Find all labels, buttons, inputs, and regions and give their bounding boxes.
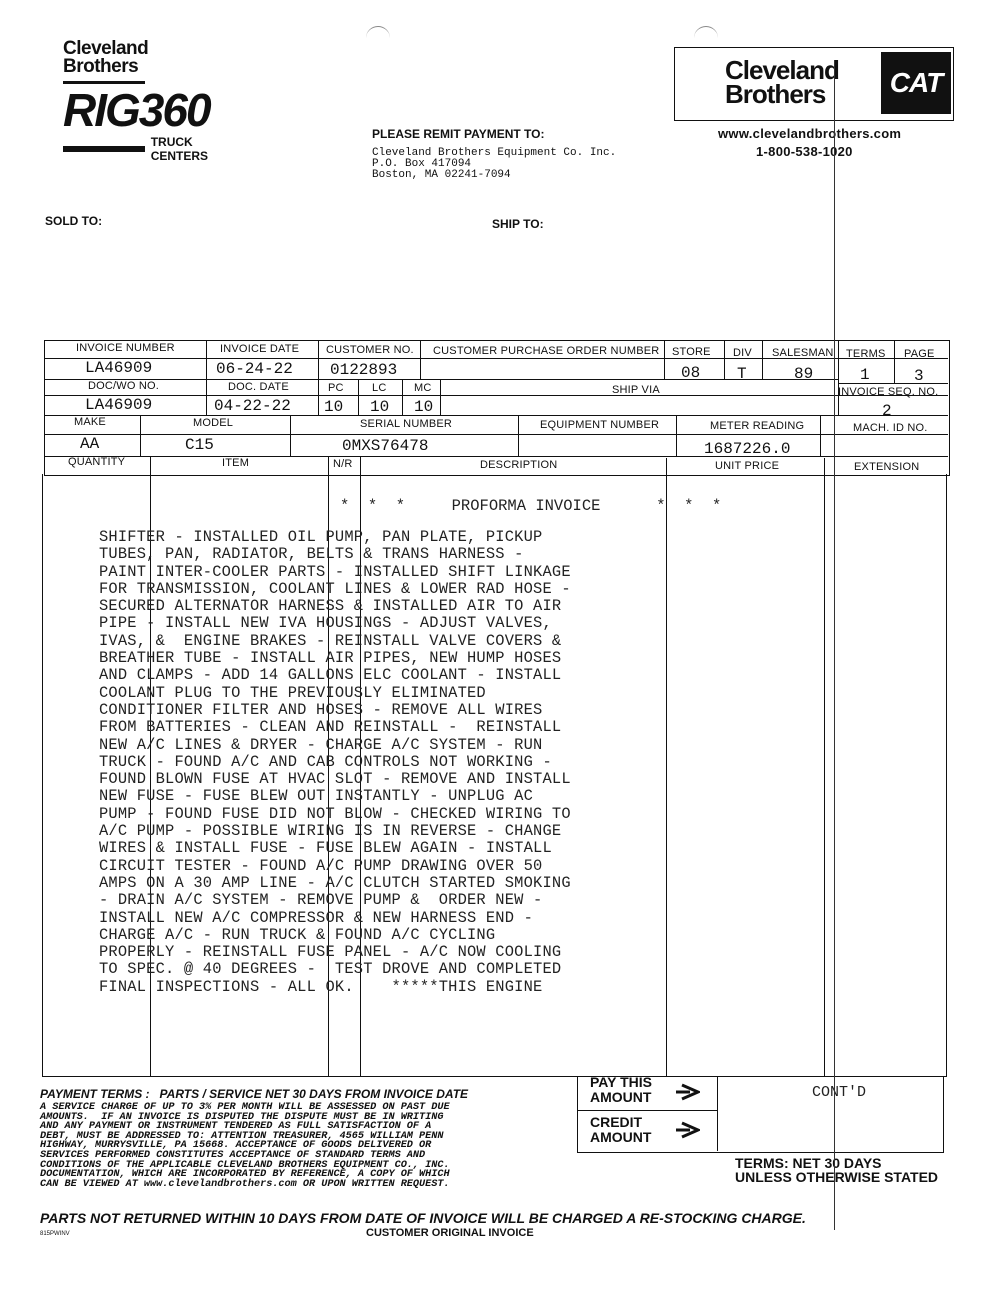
credit-amount-label: [590, 1115, 651, 1145]
description-line: NEW FUSE - FUSE BLEW OUT INSTANTLY - UNPLUG AC: [99, 787, 534, 806]
value-terms: 1: [860, 366, 870, 384]
website: www.clevelandbrothers.com: [718, 126, 902, 141]
label-nr: N/R: [333, 458, 353, 470]
description-line: BREATHER TUBE - INSTALL AIR PIPES, NEW HUMP HOSES: [99, 649, 562, 668]
work-description: [99, 529, 571, 996]
contd-value: CONT'D: [812, 1084, 867, 1101]
description-line: A/C PUMP - POSSIBLE WIRING IS IN REVERSE - CHANGE: [99, 822, 562, 841]
description-line: - DRAIN A/C SYSTEM - REMOVE PUMP & ORDER NEW -: [99, 891, 543, 910]
arrow-right-icon: [676, 1121, 700, 1139]
label-terms: TERMS: [846, 348, 886, 360]
grid-line: [44, 434, 948, 435]
description-line: IVAS, & ENGINE BRAKES - REINSTALL VALVE COVERS &: [99, 631, 562, 650]
grid-line: [140, 415, 141, 456]
description-line: CHARGE A/C - RUN TRUCK & FOUND A/C CYCLING: [99, 925, 496, 944]
fine-print-line: AMOUNTS. IF AN INVOICE IS DISPUTED THE DISPUTE MUST BE IN WRITING: [40, 1111, 444, 1123]
grid-line: [44, 415, 948, 416]
grid-line: [44, 456, 948, 457]
grid-line: [318, 340, 319, 379]
description-line: SECURED ALTERNATOR HARNESS & INSTALLED AIR TO AIR: [99, 597, 562, 616]
value-invoice-seq-no: 2: [882, 402, 892, 420]
description-line: PROPERLY - REINSTALL FUSE PANEL - A/C NOW COOLING: [99, 943, 562, 962]
column-divider: [666, 458, 667, 1076]
grid-line: [290, 415, 291, 456]
fine-print: [40, 1103, 450, 1189]
pay-this-amount-line2: AMOUNT: [590, 1089, 652, 1105]
label-salesman: SALESMAN: [772, 347, 834, 359]
label-page: PAGE: [904, 348, 935, 360]
arrow-right-icon: [676, 1083, 700, 1101]
label-lc: LC: [372, 382, 387, 394]
value-meter-reading: 1687226.0: [704, 440, 791, 458]
label-invoice-number: INVOICE NUMBER: [76, 342, 175, 354]
label-extension: EXTENSION: [854, 461, 920, 473]
description-line: FOR TRANSMISSION, COOLANT LINES & LOWER RAD HOSE -: [99, 579, 571, 598]
description-line: FROM BATTERIES - CLEAN AND REINSTALL - REINSTALL: [99, 718, 562, 737]
copy-label: CUSTOMER ORIGINAL INVOICE: [366, 1227, 534, 1239]
credit-amount-line2: AMOUNT: [590, 1129, 652, 1145]
description-line: WIRES & INSTALL FUSE - FUSE BLEW AGAIN - INSTALL: [99, 839, 552, 858]
cat-logo-text: CAT: [889, 67, 943, 98]
grid-line: [820, 415, 821, 456]
label-mach-id-no: MACH. ID NO.: [853, 422, 928, 434]
terms-line2: UNLESS OTHERWISE STATED: [735, 1169, 939, 1185]
grid-line: [724, 340, 725, 379]
label-pc: PC: [328, 382, 344, 394]
fine-print-line: CAN BE VIEWED AT www.clevelandbrothers.com OR UPON WRITTEN REQUEST.: [40, 1178, 450, 1190]
label-equipment-number: EQUIPMENT NUMBER: [540, 419, 660, 431]
label-serial-number: SERIAL NUMBER: [360, 418, 453, 430]
label-invoice-date: INVOICE DATE: [220, 343, 300, 355]
description-line: CONDITIONER FILTER AND HOSES - REMOVE ALL WIRES: [99, 700, 543, 719]
description-line: FINAL INSPECTIONS - ALL OK. *****THIS ENGINE: [99, 977, 543, 996]
rig-logo-sub: TRUCK CENTERS: [150, 135, 209, 163]
rig-brand-line1: Cleveland: [63, 38, 149, 59]
grid-line: [318, 379, 319, 415]
remit-line3: Boston, MA 02241-7094: [372, 169, 511, 181]
description-line: CIRCUIT TESTER - FOUND A/C PUMP DRAWING OVER 50: [99, 856, 543, 875]
cleveland-cat-logo: [674, 47, 954, 121]
value-doc-wo-no: LA46909: [85, 396, 153, 414]
value-store: 08: [681, 364, 701, 382]
description-line: NEW A/C LINES & DRYER - CHARGE A/C SYSTEM - RUN: [99, 735, 543, 754]
label-div: DIV: [733, 347, 752, 359]
value-invoice-date: 06-24-22: [216, 360, 293, 378]
remit-address: [372, 148, 616, 181]
label-store: STORE: [672, 346, 711, 358]
column-divider: [824, 458, 825, 1076]
remit-title: PLEASE REMIT PAYMENT TO:: [372, 127, 545, 141]
cb-line2: Brothers: [725, 79, 826, 109]
description-line: INSTALL NEW A/C COMPRESSOR & NEW HARNESS END -: [99, 908, 534, 927]
label-meter-reading: METER READING: [710, 420, 805, 432]
label-doc-wo-no: DOC/WO NO.: [88, 380, 160, 392]
value-lc: 10: [370, 398, 390, 416]
grid-line: [440, 379, 441, 415]
grid-line: [402, 379, 403, 415]
description-line: PIPE - INSTALL NEW IVA HOUSINGS - ADJUST VALVES,: [99, 614, 552, 633]
phone: 1-800-538-1020: [756, 144, 853, 159]
cat-logo: [881, 52, 951, 114]
description-line: SHIFTER - INSTALLED OIL PUMP, PAN PLATE, PICKUP: [99, 528, 543, 546]
payment-terms: PAYMENT TERMS : PARTS / SERVICE NET 30 DAYS FROM INVOICE DATE: [40, 1087, 469, 1101]
grid-line: [838, 340, 839, 415]
box-divider: [577, 1110, 717, 1111]
grid-line: [44, 379, 838, 380]
value-invoice-number: LA46909: [85, 359, 153, 377]
box-divider: [717, 1076, 718, 1151]
grid-line: [894, 340, 895, 383]
fine-print-line: SERVICES PERFORMED CONSTITUTES ACCEPTANCE OF STANDARD TERMS AND: [40, 1149, 426, 1161]
label-description: DESCRIPTION: [480, 459, 558, 471]
value-customer-no: 0122893: [330, 361, 398, 379]
label-ship-via: SHIP VIA: [612, 384, 660, 396]
grid-line: [44, 395, 948, 396]
label-model: MODEL: [193, 417, 234, 429]
rig-logo-text: RIG360: [63, 84, 210, 136]
terms-note: [735, 1156, 938, 1184]
logo-bar: [63, 146, 145, 152]
fine-print-line: A SERVICE CHARGE OF UP TO 3% PER MONTH WILL BE ASSESSED ON PAST DUE: [40, 1102, 450, 1113]
fine-print-line: AND ANY PAYMENT OR INSTRUMENT TENDERED AS FULL SATISFACTION OF A: [40, 1121, 432, 1133]
fine-print-line: HIGHWAY, MURRYSVILLE, PA 15668. ACCEPTANCE OF GOODS DELIVERED OR: [40, 1140, 432, 1152]
fine-print-line: CONDITIONS OF THE APPLICABLE CLEVELAND BROTHERS EQUIPMENT CO., INC.: [40, 1159, 450, 1171]
form-code: 815PWINV: [40, 1231, 70, 1237]
label-quantity: QUANTITY: [68, 456, 126, 468]
grid-line: [762, 340, 763, 379]
description-line: PUMP - FOUND FUSE DID NOT BLOW - CHECKED WIRING TO: [99, 804, 571, 823]
value-div: T: [737, 365, 747, 383]
label-unit-price: UNIT PRICE: [715, 460, 780, 472]
grid-line: [206, 340, 207, 415]
description-line: FOUND BLOWN FUSE AT HVAC SLOT - REMOVE AND INSTALL: [99, 770, 571, 789]
cb-line1: Cleveland: [725, 55, 839, 85]
grid-line: [676, 415, 677, 456]
description-line: COOLANT PLUG TO THE PREVIOUSLY ELIMINATED: [99, 683, 486, 702]
value-page: 3: [914, 367, 924, 385]
description-line: AMPS ON A 30 AMP LINE - A/C CLUTCH STARTED SMOKING: [99, 873, 571, 892]
value-doc-date: 04-22-22: [214, 397, 291, 415]
grid-line: [664, 340, 665, 379]
grid-line: [358, 379, 359, 415]
label-invoice-seq-no: INVOICE SEQ. NO.: [838, 386, 939, 398]
credit-amount-line1: CREDIT: [590, 1114, 643, 1130]
sold-to-label: SOLD TO:: [45, 214, 103, 228]
ship-to-label: SHIP TO:: [492, 217, 544, 231]
grid-line: [838, 383, 948, 384]
value-salesman: 89: [794, 365, 814, 383]
label-doc-date: DOC. DATE: [228, 381, 289, 393]
pay-this-amount-label: [590, 1075, 652, 1105]
value-pc: 10: [324, 398, 344, 416]
label-item: ITEM: [222, 457, 250, 469]
label-customer-no: CUSTOMER NO.: [326, 344, 414, 356]
description-line: TUBES, PAN, RADIATOR, BELTS & TRANS HARNESS -: [99, 545, 524, 564]
description-line: AND CLAMPS - ADD 14 GALLONS ELC COOLANT - INSTALL: [99, 666, 562, 685]
value-make: AA: [80, 435, 100, 453]
value-model: C15: [185, 436, 214, 454]
value-serial-number: 0MXS76478: [342, 437, 429, 455]
description-line: TO SPEC. @ 40 DEGREES - TEST DROVE AND COMPLETED: [99, 960, 562, 979]
punch-hole-mark: [694, 26, 718, 39]
description-line: PAINT INTER-COOLER PARTS - INSTALLED SHIFT LINKAGE: [99, 562, 571, 581]
value-mc: 10: [414, 398, 434, 416]
fine-print-line: DEBT, MUST BE ADDRESSED TO: ATTENTION TREASURER, 4565 WILLIAM PENN: [40, 1130, 444, 1142]
remit-line2: P.O. Box 417094: [372, 158, 472, 170]
label-make: MAKE: [74, 416, 106, 428]
proforma-title: * * * PROFORMA INVOICE * * *: [340, 497, 722, 515]
label-customer-po: CUSTOMER PURCHASE ORDER NUMBER: [433, 345, 660, 357]
terms-line1: TERMS: NET 30 DAYS: [735, 1155, 882, 1171]
rig360-logo: [63, 40, 253, 163]
grid-line: [518, 415, 519, 456]
restocking-notice: PARTS NOT RETURNED WITHIN 10 DAYS FROM DATE OF INVOICE WILL BE CHARGED A RE-STOCKING CHARGE.: [40, 1210, 806, 1226]
fine-print-line: DOCUMENTATION, WHICH ARE INCORPORATED BY REFERENCE, A COPY OF WHICH: [40, 1169, 450, 1181]
punch-hole-mark: [366, 26, 390, 39]
rig-brand-line2: Brothers: [63, 56, 139, 77]
remit-line1: Cleveland Brothers Equipment Co. Inc.: [372, 147, 617, 159]
label-mc: MC: [414, 382, 432, 394]
grid-line: [420, 340, 421, 379]
pay-this-amount-line1: PAY THIS: [590, 1074, 652, 1090]
scan-crease: [834, 60, 835, 1230]
description-line: TRUCK - FOUND A/C AND CAB CONTROLS NOT WORKING -: [99, 752, 552, 771]
